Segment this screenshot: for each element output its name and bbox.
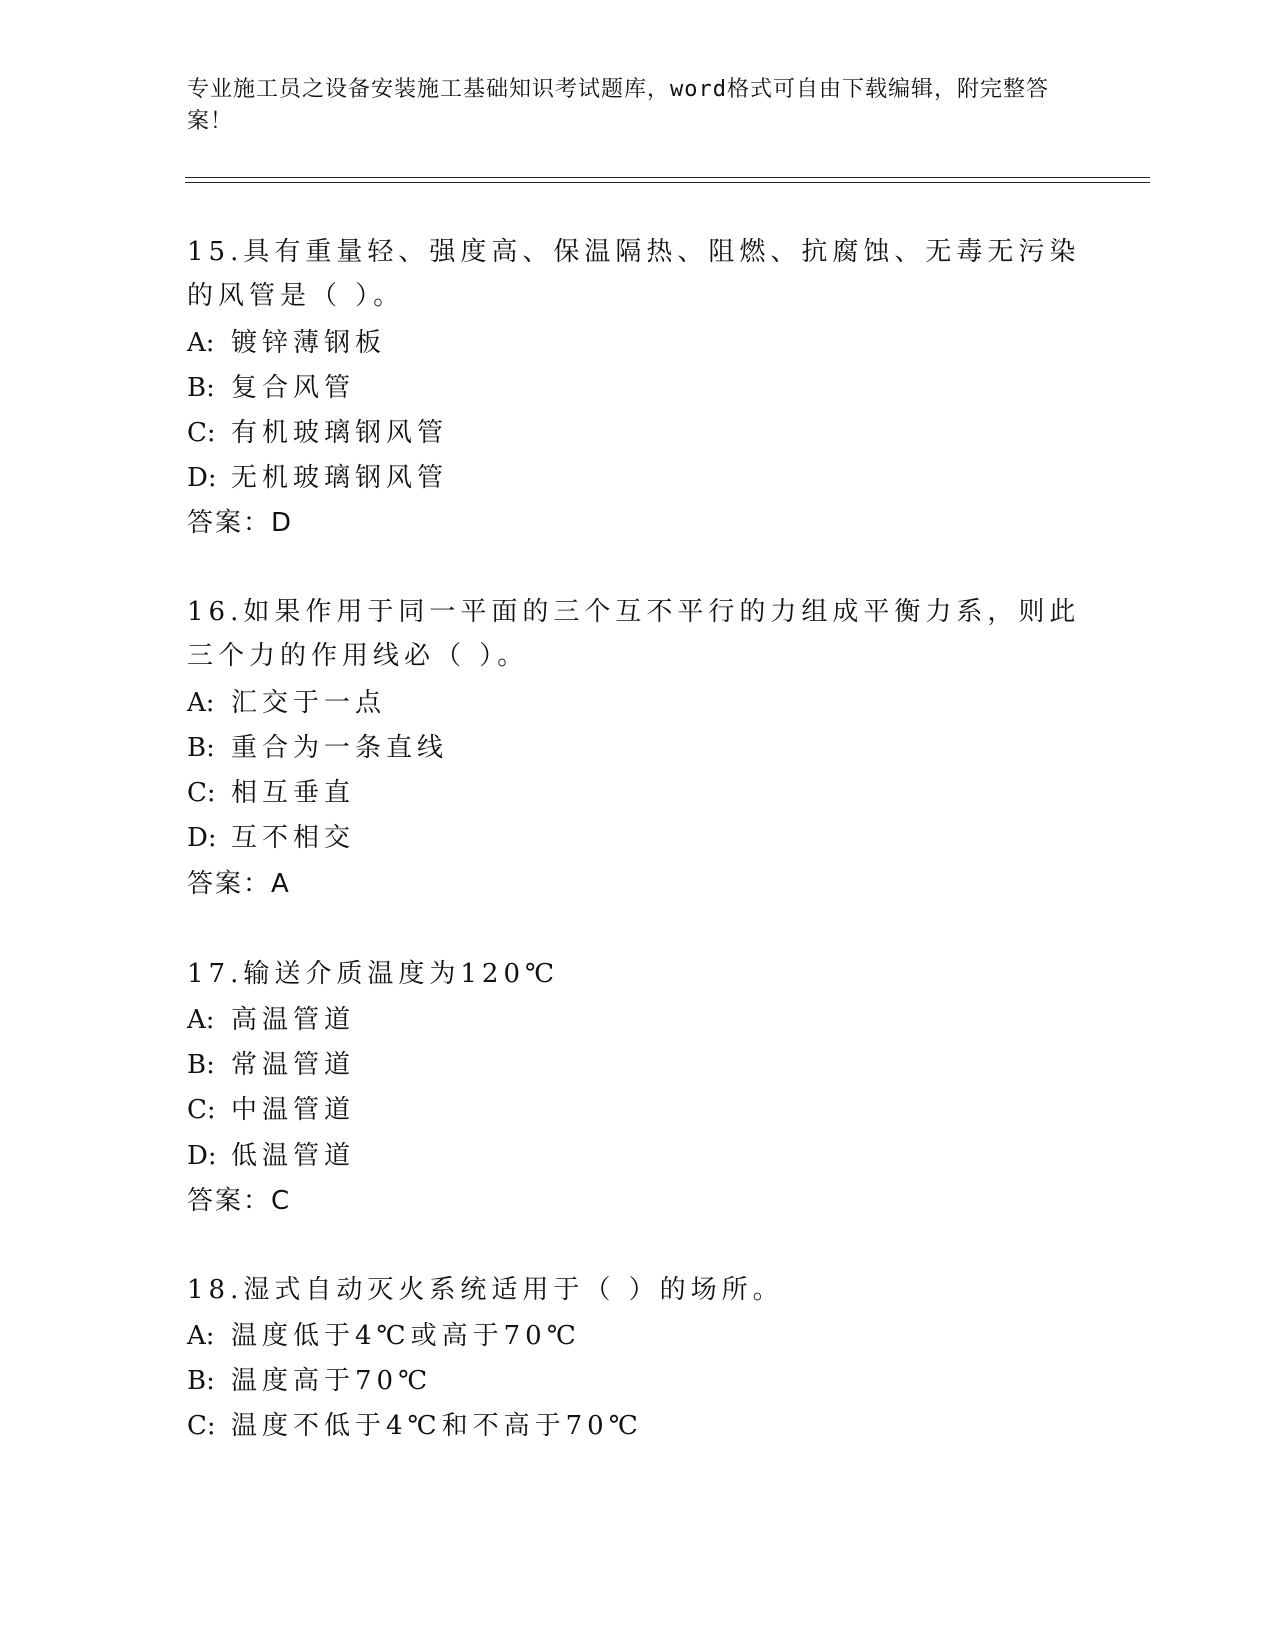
option-letter: A: — [187, 688, 215, 718]
question-16-option-a — [187, 687, 1087, 719]
question-18-option-c — [187, 1410, 1087, 1442]
option-letter: A: — [187, 1005, 215, 1035]
option-text: 低温管道 — [231, 1141, 356, 1171]
option-letter: B: — [187, 1366, 215, 1396]
option-text: 温度高于70℃ — [231, 1366, 433, 1396]
option-text: 有机玻璃钢风管 — [231, 418, 449, 448]
question-16-option-d — [187, 822, 1087, 854]
option-text: 中温管道 — [231, 1095, 356, 1125]
question-15 — [187, 230, 1087, 318]
option-text: 重合为一条直线 — [231, 733, 449, 763]
question-text: 具有重量轻、强度高、保温隔热、阻燃、抗腐蚀、无毒无污染的风管是（ ）。 — [187, 237, 1081, 311]
question-17-option-c — [187, 1094, 1087, 1126]
option-text: 温度低于4℃或高于70℃ — [231, 1321, 581, 1351]
option-text: 常温管道 — [231, 1050, 356, 1080]
option-text: 无机玻璃钢风管 — [231, 463, 449, 493]
option-letter: B: — [187, 733, 215, 763]
header-divider-bottom — [185, 182, 1150, 183]
option-letter: C: — [187, 1095, 216, 1125]
option-letter: C: — [187, 1411, 216, 1441]
question-17 — [187, 952, 1087, 996]
option-text: 镀锌薄钢板 — [231, 328, 387, 358]
question-18-option-a — [187, 1320, 1087, 1352]
question-17-option-a — [187, 1004, 1087, 1036]
option-letter: D: — [187, 823, 217, 853]
document-header: 专业施工员之设备安装施工基础知识考试题库，word格式可自由下载编辑，附完整答案！ — [187, 77, 1049, 134]
question-number: 18. — [187, 1275, 244, 1305]
question-text: 湿式自动灭火系统适用于（ ）的场所。 — [243, 1275, 784, 1305]
option-text: 复合风管 — [231, 373, 356, 403]
question-15-option-a — [187, 327, 1087, 359]
option-letter: B: — [187, 373, 215, 403]
option-letter: A: — [187, 1321, 215, 1351]
question-15-option-d — [187, 462, 1087, 494]
option-letter: C: — [187, 418, 216, 448]
question-18-option-b — [187, 1365, 1087, 1397]
question-17-answer: 答案：C — [187, 1186, 292, 1216]
question-16 — [187, 590, 1087, 678]
question-16-option-b — [187, 732, 1087, 764]
question-18 — [187, 1268, 1087, 1312]
option-text: 汇交于一点 — [231, 688, 387, 718]
question-15-answer: 答案：D — [187, 508, 294, 538]
header-divider-top — [185, 177, 1150, 178]
question-15-option-b — [187, 372, 1087, 404]
question-17-option-d — [187, 1140, 1087, 1172]
option-text: 温度不低于4℃和不高于70℃ — [231, 1411, 643, 1441]
question-16-option-c — [187, 777, 1087, 809]
option-letter: D: — [187, 1141, 217, 1171]
question-16-answer: 答案：A — [187, 869, 291, 899]
question-text: 输送介质温度为120℃ — [243, 959, 560, 989]
option-letter: C: — [187, 778, 216, 808]
question-number: 16. — [187, 597, 244, 627]
option-text: 互不相交 — [231, 823, 356, 853]
option-text: 相互垂直 — [231, 778, 356, 808]
option-text: 高温管道 — [231, 1005, 356, 1035]
question-number: 15. — [187, 237, 244, 267]
question-17-option-b — [187, 1049, 1087, 1081]
option-letter: B: — [187, 1050, 215, 1080]
question-15-option-c — [187, 417, 1087, 449]
option-letter: A: — [187, 328, 215, 358]
question-text: 如果作用于同一平面的三个互不平行的力组成平衡力系，则此三个力的作用线必（ ）。 — [187, 597, 1081, 671]
question-number: 17. — [187, 959, 244, 989]
option-letter: D: — [187, 463, 217, 493]
